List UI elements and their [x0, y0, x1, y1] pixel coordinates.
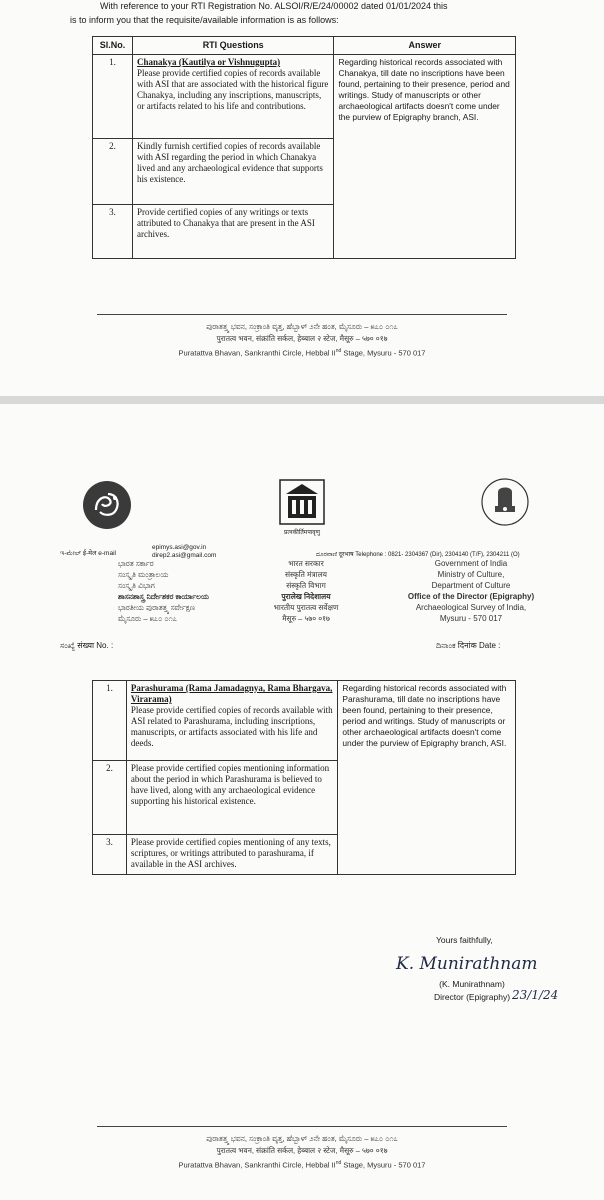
question-cell [132, 205, 333, 259]
epigraphy-logo-icon [82, 480, 132, 530]
answer-cell [338, 681, 516, 875]
national-emblem-icon [480, 476, 530, 532]
row-number: 1. [93, 55, 133, 139]
intro-line-1: With reference to your RTI Registration No. ALSOI/R/E/24/00002 dated 01/01/2024 this [100, 1, 448, 11]
question-text: Please provide certified copies mentioning information about the period in which Parashurama is believed to have lived, along with any archaeological evidence supporting his historical existence. [130, 763, 330, 806]
footer-hindi: पुरातत्व भवन, संक्रांति सर्कल, हेब्बाल २ स्टेज, मैसूरु – ५७० ०१७ [216, 334, 388, 343]
email-address[interactable]: direp2.asi@gmail.com [152, 552, 217, 559]
answer-text: Regarding historical records associated with Parashurama, till date no inscriptions have been found, pertaining to their presence, period and writings. Study of manuscripts or other archaeological artifacts doesn't come under the purview of Epigraphy branch, ASI. [342, 683, 507, 748]
answer-text: Regarding historical records associated with Chanakya, till date no inscriptions have been found, pertaining to their presence, period and writings. Study of manuscripts or other archaeological artifacts doesn't come under the purview of Epigraphy branch, ASI. [338, 57, 510, 122]
row-number: 2. [93, 761, 127, 835]
footer-english: Puratattva Bhavan, Sankranthi Circle, Hebbal IInd Stage, Mysuru - 570 017 [178, 1160, 426, 1170]
asi-building-icon [276, 476, 328, 528]
question-text: Kindly furnish certified copies of records available with ASI regarding the period in which Chanakya lived and any archaeological evidence that supports his existence. [136, 141, 323, 184]
question-text: Please provide certified copies of records available with ASI that are associated with the historical figure Chanakya, including any inscriptions, manuscripts, or artifacts related to his life and contributions. [136, 68, 329, 111]
table-row [93, 681, 516, 761]
footer-hindi: पुरातत्व भवन, संक्रांति सर्कल, हेब्बाल २ स्टेज, मैसूरु – ५७० ०१७ [216, 1146, 388, 1155]
letter-page-2 [0, 404, 604, 1200]
signatory-block [424, 978, 520, 1004]
closing-salutation: Yours faithfully, [436, 935, 493, 945]
footer-kannada: ಪುರಾತತ್ತ್ವ ಭವನ, ಸಂಕ್ರಾಂತಿ ವೃತ್ತ, ಹೆಬ್ಬಾಳ್ ೨ನೇ ಹಂತ, ಮೈಸೂರು – ೫೭೦ ೦೧೭ [206, 1134, 398, 1143]
email-label: ಇ-ಮೇಲ್ ई-मेल e-mail [60, 550, 116, 557]
answer-cell [334, 55, 516, 259]
question-text: Please provide certified copies mentioning of any texts, scriptures, or writings attributed to parashurama, if available in the ASI archives. [130, 837, 331, 869]
email-address[interactable]: epimys.asi@gov.in [152, 544, 207, 551]
row-number: 1. [93, 681, 127, 761]
rti-table-1 [92, 36, 516, 259]
row-number: 3. [93, 835, 127, 875]
question-cell [132, 139, 333, 205]
footer-divider [97, 1126, 507, 1127]
date-label: ದಿನಾಂಕ दिनांक Date : [436, 641, 501, 650]
emblem-caption: प्रत्नकीर्तिमपावृणु [284, 530, 320, 536]
table-header-row [93, 37, 516, 55]
question-cell [132, 55, 333, 139]
footer-english: Puratattva Bhavan, Sankranthi Circle, Hebbal IInd Stage, Mysuru - 570 017 [178, 348, 426, 358]
signature: K. Munirathnam [396, 954, 538, 974]
footer-divider [97, 314, 507, 315]
header-questions: RTI Questions [132, 37, 333, 55]
reference-number-label: ಸಂಖ್ಯೆ संख्या No. : [60, 641, 114, 650]
question-cell [126, 761, 337, 835]
rti-table-2 [92, 680, 516, 875]
signatory-name: (K. Munirathnam) [439, 979, 505, 989]
signature-date: 23/1/24 [512, 988, 559, 1002]
row-number: 2. [93, 139, 133, 205]
table-row [93, 55, 516, 139]
page-footer [0, 1126, 604, 1172]
intro-line-2: is to inform you that the requisite/available information is as follows: [70, 15, 339, 25]
letterhead-english-column: Government of India Ministry of Culture, Department of Culture Office of the Director (Epigraphy) Archaeological Survey of India, Mysuru - 570 017 [407, 559, 535, 623]
question-text: Provide certified copies of any writings or texts attributed to Chanakya that are present in the ASI archives. [136, 207, 315, 239]
question-topic: Parashurama (Rama Jamadagnya, Rama Bhargava, Virarama) [130, 683, 333, 704]
telephone-line: ದೂರವಾಣಿ दूरभाष Telephone : 0821- 2304367 (Dir), 2304140 (T/F), 2304211 (O) [316, 552, 520, 558]
letter-page-1 [0, 0, 604, 396]
question-cell [126, 681, 337, 761]
question-cell [126, 835, 337, 875]
header-slno: Sl.No. [93, 37, 133, 55]
row-number: 3. [93, 205, 133, 259]
signatory-designation: Director (Epigraphy) [433, 992, 511, 1002]
page-footer [0, 314, 604, 360]
question-topic: Chanakya (Kautilya or Vishnugupta) [136, 57, 281, 67]
header-answer: Answer [334, 37, 516, 55]
question-text: Please provide certified copies of records available with ASI related to Parashurama, including inscriptions, manuscripts, or artifacts associated with his life and deeds. [130, 705, 333, 748]
footer-kannada: ಪುರಾತತ್ತ್ವ ಭವನ, ಸಂಕ್ರಾಂತಿ ವೃತ್ತ, ಹೆಬ್ಬಾಳ್ ೨ನೇ ಹಂತ, ಮೈಸೂರು – ೫೭೦ ೦೧೭ [206, 322, 398, 331]
letterhead-kannada-column: ಭಾರತ ಸರ್ಕಾರ ಸಂಸ್ಕೃತಿ ಮಂತ್ರಾಲಯ ಸಂಸ್ಕೃತಿ ವಿಭಾಗ ಶಾಸನಶಾಸ್ತ್ರ ನಿರ್ದೇಶಕರ ಕಾರ್ಯಾಲಯ ಭಾರತೀಯ ಪುರಾತತ್ತ್ವ ಸರ್ವೇಕ್ಷಣ ಮೈಸೂರು – ೫೭೦ ೦೧೭ [118, 559, 209, 623]
letterhead-hindi-column: भारत सरकार संस्कृति मंत्रालय संस्कृति विभाग पुरालेख निदेशालय भारतीय पुरातत्व सर्वेक्षण मैसूरु – ५७० ०१७ [273, 559, 339, 623]
